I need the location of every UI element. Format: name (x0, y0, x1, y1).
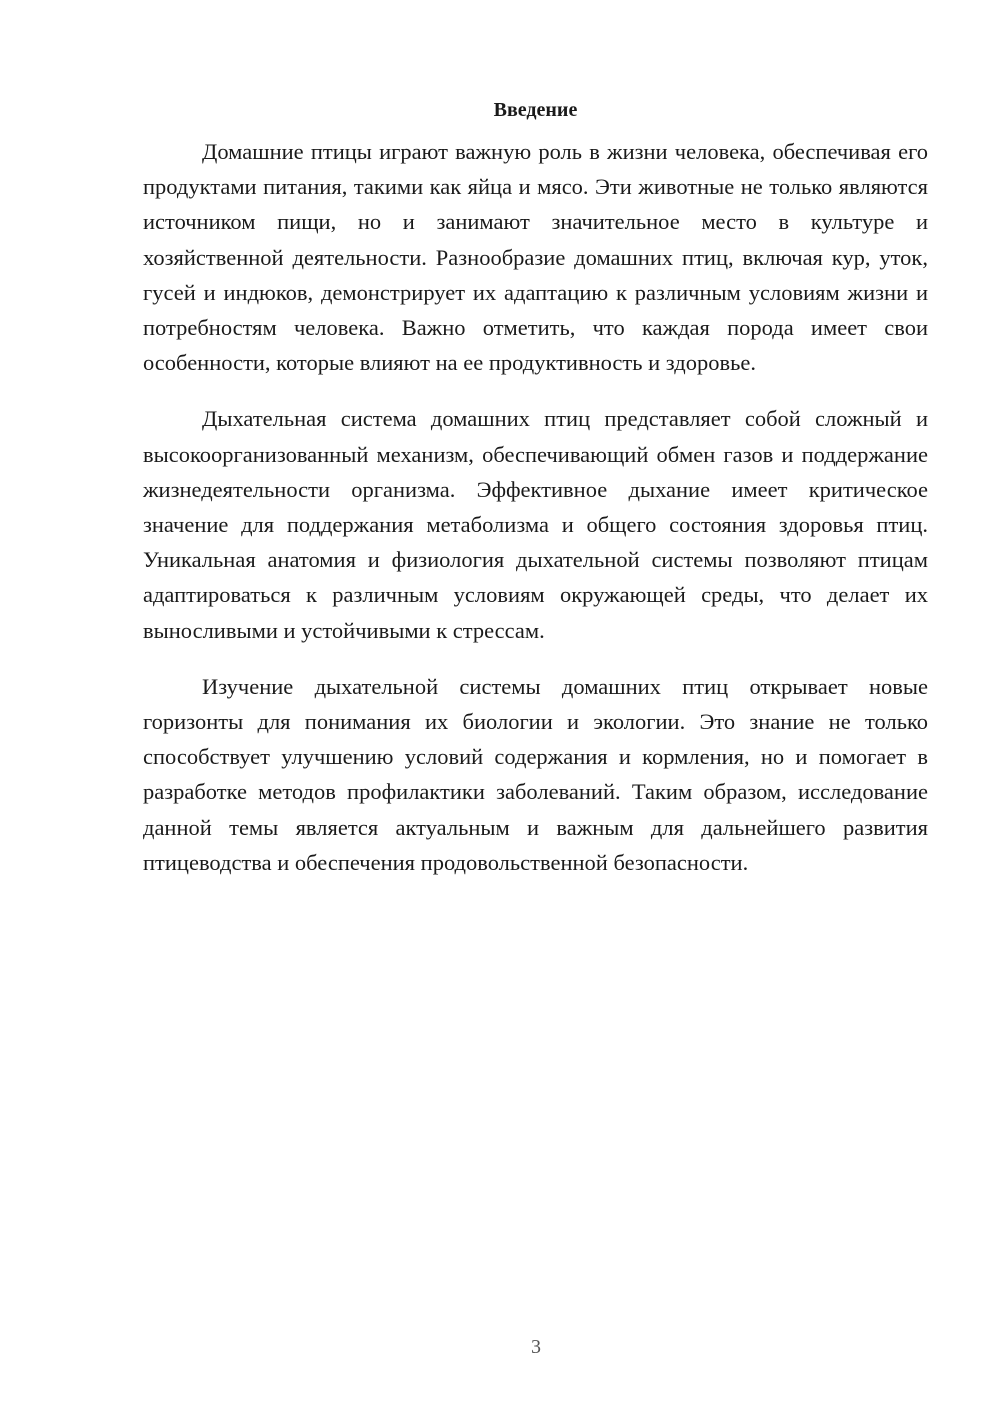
study-relevance-paragraph: Изучение дыхательной системы домашних птиц открывает новые горизонты для понимания их биологии и экологии. Это знание не только способствует улучшению условий содержания и кормления, но и помогает в разработке методов профилактики заболеваний. Таким образом, исследование данной темы является актуальным и важным для дальнейшего развития птицеводства и обеспечения продовольственной безопасности. (143, 673, 928, 875)
page-number: 3 (531, 1336, 541, 1358)
intro-paragraph: Домашние птицы играют важную роль в жизни человека, обеспечивая его продуктами питания, такими как яйца и мясо. Эти животные не только являются источником пищи, но и занимают значительное место в культуре и хозяйственной деятельности. Разнообразие домашних птиц, включая кур, уток, гусей и индюков, демонстрирует их адаптацию к различным условиям жизни и потребностям человека. Важно отметить, что каждая порода имеет свои особенности, которые влияют на ее продуктивность и здоровье. (143, 139, 928, 376)
respiratory-system-paragraph: Дыхательная система домашних птиц представляет собой сложный и высокоорганизованный механизм, обеспечивающий обмен газов и поддержание жизнедеятельности организма. Эффективное дыхание имеет критическое значение для поддержания метаболизма и общего состояния здоровья птиц. Уникальная анатомия и физиология дыхательной системы позволяют птицам адаптироваться к различным условиям окружающей среды, что делает их выносливыми и устойчивыми к стрессам. (143, 406, 928, 643)
page-content (143, 96, 928, 901)
page-title: Введение (493, 99, 578, 121)
